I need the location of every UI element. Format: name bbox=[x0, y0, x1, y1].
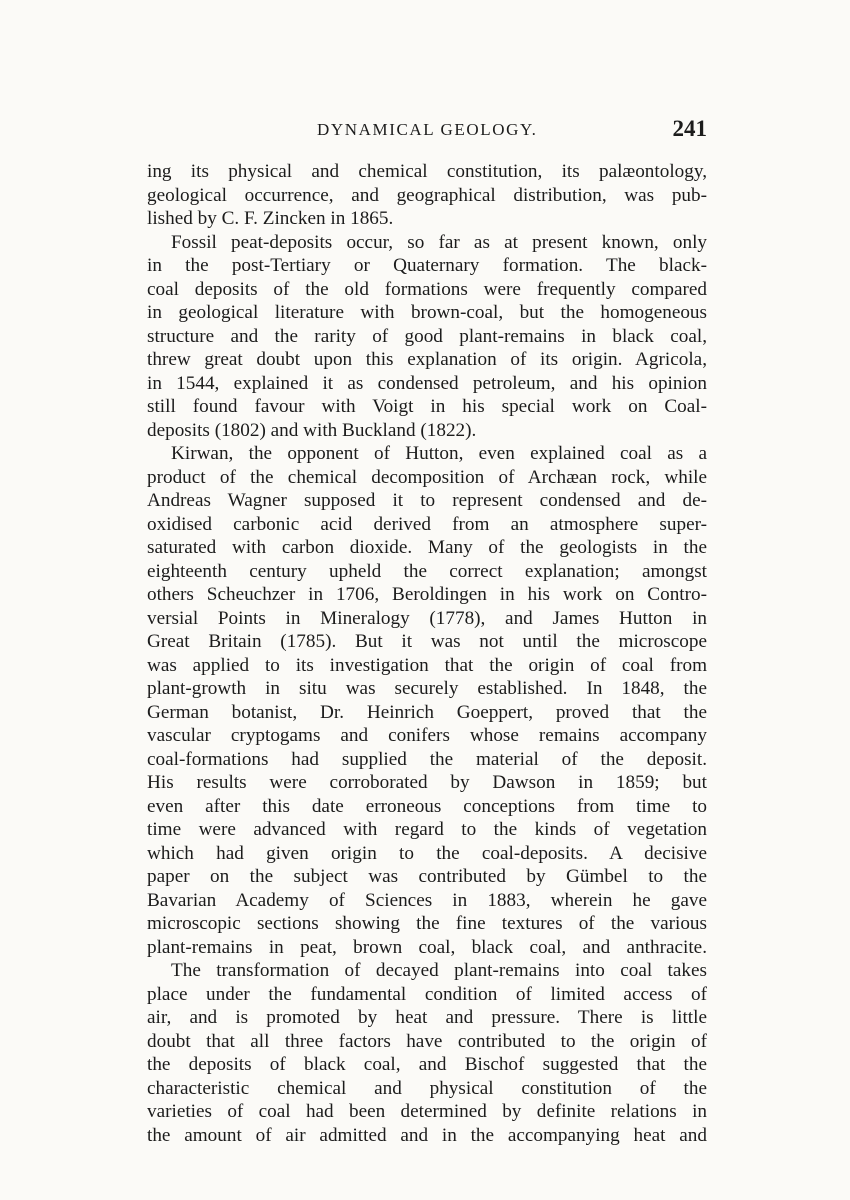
page-number: 241 bbox=[672, 116, 707, 141]
text-line: Fossil peat-deposits occur, so far as at present known, only bbox=[171, 231, 707, 253]
text-line: time were advanced with regard to the kinds of vegetation bbox=[147, 819, 707, 840]
text-line: deposits (1802) and with Buckland (1822). bbox=[147, 419, 477, 441]
text-line: others Scheuchzer in 1706, Beroldingen in his work on Contro- bbox=[147, 584, 707, 605]
text-line: was applied to its investigation that the origin of coal from bbox=[147, 654, 707, 676]
text-line: product of the chemical decomposition of Archæan rock, while bbox=[147, 466, 707, 488]
body-text bbox=[147, 160, 707, 1147]
text-line: air, and is promoted by heat and pressure. There is little bbox=[147, 1007, 707, 1028]
text-line: in 1544, explained it as condensed petroleum, and his opinion bbox=[147, 372, 707, 394]
text-line: Kirwan, the opponent of Hutton, even explained coal as a bbox=[171, 443, 707, 464]
text-line: place under the fundamental condition of limited access of bbox=[147, 983, 707, 1005]
text-line: lished by C. F. Zincken in 1865. bbox=[147, 208, 394, 229]
text-line: structure and the rarity of good plant-remains in black coal, bbox=[147, 325, 707, 347]
text-line: the deposits of black coal, and Bischof suggested that the bbox=[147, 1054, 707, 1075]
text-line: geological occurrence, and geographical distribution, was pub- bbox=[147, 184, 707, 206]
text-line: in the post-Tertiary or Quaternary formation. The black- bbox=[147, 255, 707, 276]
text-line: German botanist, Dr. Heinrich Goeppert, proved that the bbox=[147, 701, 707, 723]
text-line: plant-growth in situ was securely established. In 1848, the bbox=[147, 678, 707, 699]
text-line: coal deposits of the old formations were frequently compared bbox=[147, 278, 707, 300]
text-line: ing its physical and chemical constitution, its palæontology, bbox=[147, 161, 707, 182]
text-line: saturated with carbon dioxide. Many of the geologists in the bbox=[147, 537, 707, 558]
text-line: Great Britain (1785). But it was not until the microscope bbox=[147, 631, 707, 652]
text-line: the amount of air admitted and in the accompanying heat and bbox=[147, 1124, 707, 1146]
text-line: paper on the subject was contributed by Gümbel to the bbox=[147, 866, 707, 887]
text-line: microscopic sections showing the fine textures of the various bbox=[147, 913, 707, 934]
text-line: doubt that all three factors have contributed to the origin of bbox=[147, 1030, 707, 1052]
running-head-title: DYNAMICAL GEOLOGY. bbox=[317, 120, 538, 139]
text-line: Bavarian Academy of Sciences in 1883, wherein he gave bbox=[147, 889, 707, 911]
text-line: Andreas Wagner supposed it to represent condensed and de- bbox=[147, 490, 707, 511]
text-line: His results were corroborated by Dawson in 1859; but bbox=[147, 772, 707, 793]
text-line: even after this date erroneous conceptions from time to bbox=[147, 795, 707, 817]
text-line: which had given origin to the coal-deposits. A decisive bbox=[147, 842, 707, 864]
text-line: coal-formations had supplied the material of the deposit. bbox=[147, 748, 707, 770]
text-line: still found favour with Voigt in his special work on Coal- bbox=[147, 396, 707, 417]
text-line: eighteenth century upheld the correct explanation; amongst bbox=[147, 560, 707, 582]
text-line: versial Points in Mineralogy (1778), and James Hutton in bbox=[147, 607, 707, 629]
text-line: vascular cryptogams and conifers whose remains accompany bbox=[147, 725, 707, 746]
text-line: characteristic chemical and physical constitution of the bbox=[147, 1077, 707, 1099]
text-line: oxidised carbonic acid derived from an atmosphere super- bbox=[147, 513, 707, 535]
text-line: in geological literature with brown-coal, but the homogeneous bbox=[147, 302, 707, 323]
text-line: varieties of coal had been determined by definite relations in bbox=[147, 1101, 707, 1122]
text-line: The transformation of decayed plant-remains into coal takes bbox=[171, 960, 707, 981]
running-head bbox=[147, 116, 707, 152]
text-line: threw great doubt upon this explanation of its origin. Agricola, bbox=[147, 349, 707, 370]
text-line: plant-remains in peat, brown coal, black coal, and anthracite. bbox=[147, 936, 707, 958]
